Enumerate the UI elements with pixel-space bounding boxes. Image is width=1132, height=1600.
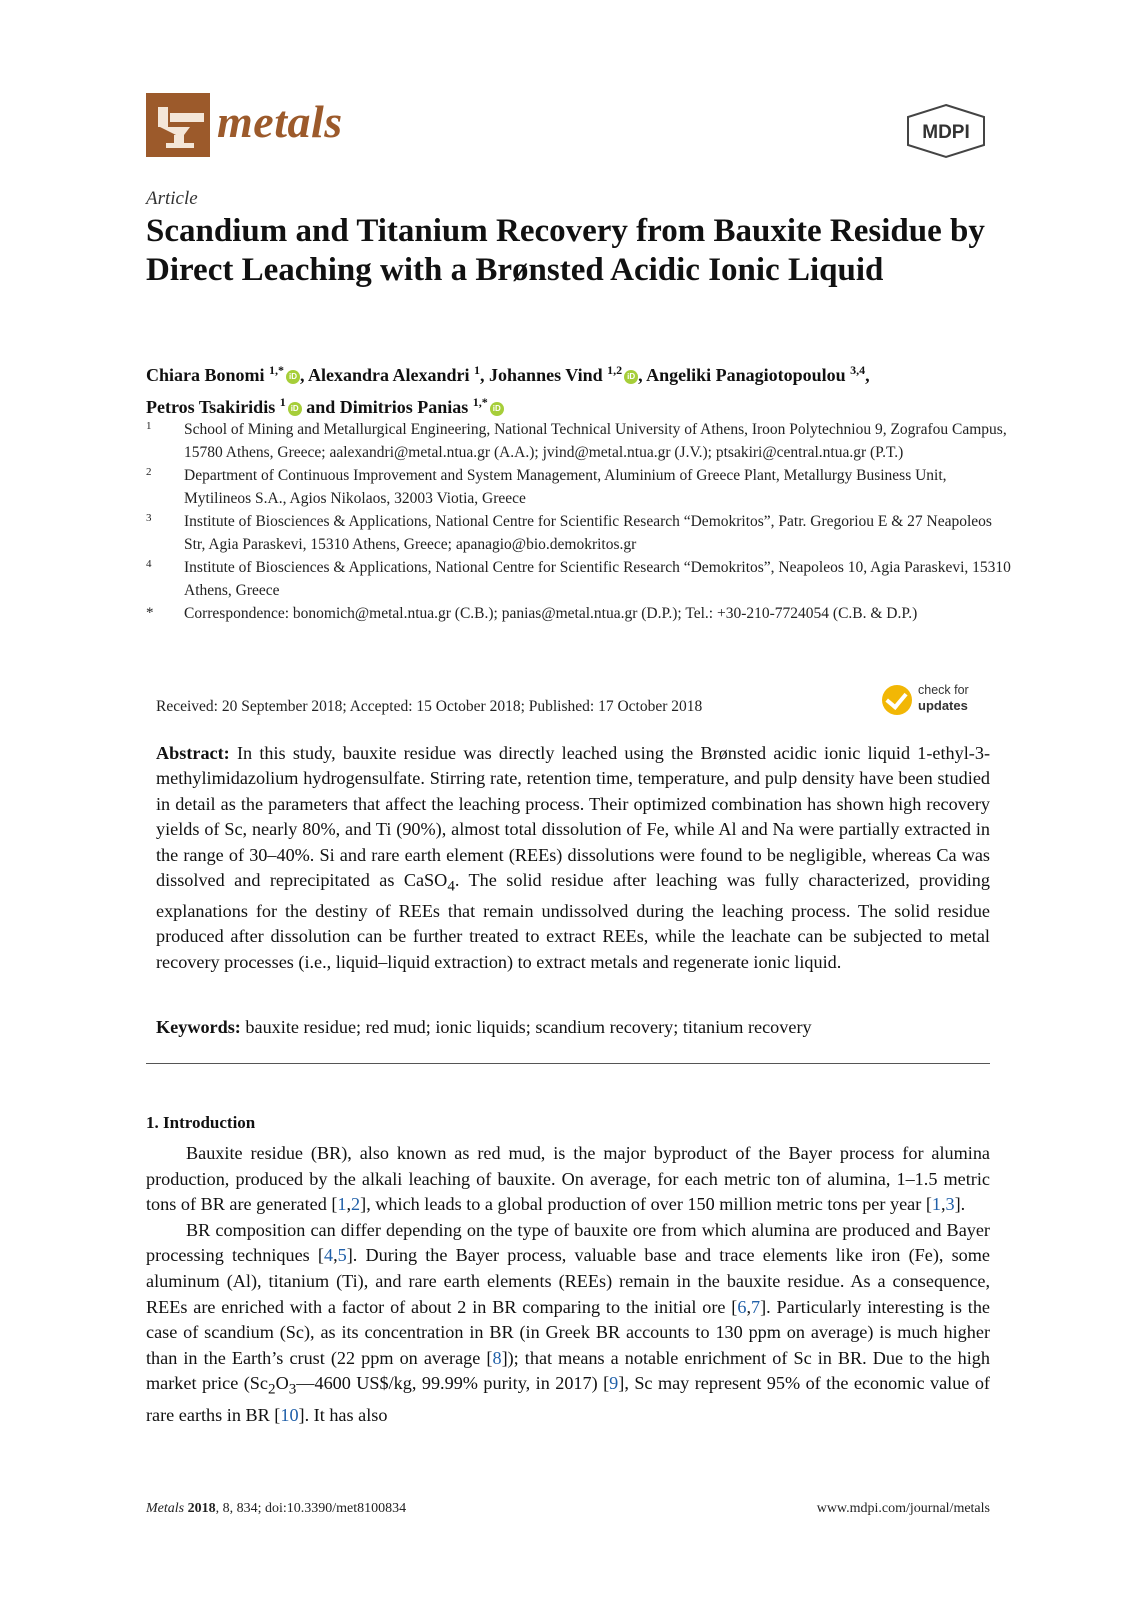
author-affiliation-marker: 1 [474, 363, 481, 377]
author-list: Chiara Bonomi $^{1,*}$ iD , Alexandra Alexandri $^1$, Johannes Vind $^{1,2}$ iD , Angeliki Panagiotopoulou $^{3,4}$, Petros Tsakiridis $^1$ iD and Dimitrios Panias $^{1,*}$ iD [146, 363, 870, 417]
paper-title: Scandium and Titanium Recovery from Bauxite Residue by Direct Leaching with a Brønsted Acidic Ionic Liquid [146, 213, 985, 288]
correspondence-item [146, 602, 1016, 625]
affiliation-number: 3 [146, 512, 152, 524]
footer-citation [146, 1501, 406, 1517]
mdpi-logo [905, 103, 987, 159]
text-run: , [346, 1194, 352, 1215]
affiliation-item [146, 418, 1016, 464]
affiliation-list [146, 418, 1016, 625]
orcid-icon[interactable]: iD [490, 402, 504, 416]
publication-dates: Received: 20 September 2018; Accepted: 15 October 2018; Published: 17 October 2018 [156, 698, 703, 715]
text-run: BR composition can differ depending on the type of bauxite ore from which alumina are produced and Bayer processing techniques [ [146, 1219, 990, 1266]
footer-url[interactable]: www.mdpi.com/journal/metals [816, 1501, 990, 1516]
abstract-label: Abstract: [156, 743, 230, 763]
check-circle-icon [882, 685, 912, 715]
text-run: Bauxite residue (BR), also known as red mud, is the major byproduct of the Bayer process for alumina production, produced by the alkali leaching of bauxite. On average, for each metric ton of alumina, 1–1.5 metric tons of BR are generated [ [146, 1143, 990, 1215]
journal-name: metals [217, 96, 343, 147]
section-heading: 1. Introduction [146, 1113, 256, 1132]
text-run: —4600 US$/kg, 99.99% purity, in 2017) [ [296, 1373, 610, 1394]
check-for-updates-badge[interactable] [882, 683, 992, 717]
citation-link[interactable]: 4 [324, 1245, 334, 1266]
affiliation-number: 2 [146, 466, 152, 478]
text-run: , [333, 1245, 338, 1266]
check-for-updates-line2: updates [918, 698, 968, 713]
author-name: Johannes Vind [489, 365, 603, 385]
footer-volume-doi: , 8, 834; doi:10.3390/met8100834 [215, 1501, 407, 1516]
affiliation-text: Institute of Biosciences & Applications, National Centre for Scientific Research “Demokritos”, Patr. Gregoriou E & 27 Neapoleos Str, Agia Paraskevi, 15310 Athens, Greece; apanagio@bio.demokritos.gr [184, 513, 992, 553]
footer-year: 2018 [187, 1501, 216, 1516]
paragraph [146, 1218, 990, 1428]
citation-link[interactable]: 3 [945, 1194, 955, 1215]
footer-journal: Metals [146, 1501, 185, 1516]
orcid-icon[interactable]: iD [624, 370, 638, 384]
citation-link[interactable]: 10 [280, 1404, 299, 1425]
abstract-text: . The solid residue after leaching was fully characterized, providing explanations for the destiny of REEs that remain undissolved during the leaching process. The solid residue produced after dissolution can be further treated to extract REEs, while the leachate can be subjected to metal recovery processes (i.e., liquid–liquid extraction) to extract metals and regenerate ionic liquid. [156, 870, 990, 972]
affiliation-item [146, 556, 1016, 602]
author-affiliation-marker: 1,* [472, 395, 488, 409]
article-type: Article [146, 188, 198, 209]
affiliation-number: 1 [146, 420, 152, 432]
citation-link[interactable]: 1 [931, 1194, 941, 1215]
author-name: Petros Tsakiridis [146, 397, 276, 417]
author-affiliation-marker: 1 [279, 395, 286, 409]
text-run: ]. During the Bayer process, valuable base and trace elements like iron (Fe), some aluminum (Al), titanium (Ti), and rare earth elements (REEs) remain in the bauxite residue. As a consequence, REEs are enriched with a factor of about 2 in BR comparing to the initial ore [ [146, 1245, 990, 1317]
author-affiliation-marker: 1,* [269, 363, 285, 377]
author-name: Alexandra Alexandri [308, 365, 470, 385]
author-name: Dimitrios Panias [339, 397, 469, 417]
abstract-text: In this study, bauxite residue was directly leached using the Brønsted acidic ionic liquid 1-ethyl-3-methylimidazolium hydrogensulfate. Stirring rate, retention time, temperature, and pulp density have been studied in detail as the parameters that affect the leaching process. Their optimized combination has shown high recovery yields of Sc, nearly 80%, and Ti (90%), almost total dissolution of Fe, while Al and Na were partially extracted in the range of 30–40%. Si and rare earth element (REEs) dissolutions were found to be negligible, whereas Ca was dissolved and reprecipitated as CaSO [156, 743, 990, 891]
text-run: , [940, 1194, 946, 1215]
author-affiliation-marker: 1,2 [607, 363, 623, 377]
keywords [156, 1017, 990, 1038]
abstract-subscript: 4 [447, 877, 455, 895]
subscript: 3 [288, 1380, 297, 1398]
affiliation-text: Institute of Biosciences & Applications, National Centre for Scientific Research “Demokritos”, Neapoleos 10, Agia Paraskevi, 15310 Athens, Greece [184, 559, 1011, 599]
correspondence-marker: * [146, 605, 154, 621]
citation-link[interactable]: 9 [609, 1373, 619, 1394]
keywords-text: bauxite residue; red mud; ionic liquids; scandium recovery; titanium recovery [240, 1017, 812, 1037]
abstract [156, 741, 990, 975]
publisher-name: MDPI [922, 122, 970, 143]
text-run: ]. Particularly interesting is the case of scandium (Sc), as its concentration in BR (in Greek BR accounts to 130 ppm on average) is much higher than in the Earth’s crust (22 ppm on average [ [146, 1296, 990, 1368]
text-run: , [746, 1296, 751, 1317]
text-run: ]. It has also [298, 1404, 388, 1425]
introduction-body [146, 1141, 990, 1428]
author-name: Chiara Bonomi [146, 365, 265, 385]
mdpi-hexagon-icon [905, 103, 987, 159]
author-name: Angeliki Panagiotopoulou [646, 365, 846, 385]
journal-logo-icon [146, 93, 210, 157]
citation-link[interactable]: 1 [337, 1194, 347, 1215]
author-conjunction: and [306, 397, 336, 417]
paragraph [146, 1141, 990, 1218]
author-affiliation-marker: 3,4 [850, 363, 866, 377]
citation-link[interactable]: 5 [337, 1245, 347, 1266]
affiliation-text: School of Mining and Metallurgical Engineering, National Technical University of Athens, Iroon Polytechniou 9, Zografou Campus, 15780 Athens, Greece; aalexandri@metal.ntua.gr (A.A.); jvind@metal.ntua.gr (J.V.); ptsakiri@central.ntua.gr (P.T.) [184, 421, 1007, 461]
orcid-icon[interactable]: iD [288, 402, 302, 416]
citation-link[interactable]: 8 [492, 1347, 502, 1368]
citation-link[interactable]: 6 [737, 1296, 747, 1317]
section-divider [146, 1063, 990, 1064]
affiliation-text: Department of Continuous Improvement and System Management, Aluminium of Greece Plant, Metallurgy Business Unit, Mytilineos S.A., Agios Nikolaos, 32003 Viotia, Greece [184, 467, 947, 507]
text-run: O [275, 1373, 289, 1394]
orcid-icon[interactable]: iD [286, 370, 300, 384]
citation-link[interactable]: 7 [750, 1296, 761, 1317]
check-for-updates-line1: check for [918, 683, 969, 697]
citation-link[interactable]: 2 [351, 1194, 361, 1215]
text-run: ], Sc may represent 95% of the economic value of rare earths in BR [ [146, 1373, 990, 1425]
subscript: 2 [267, 1380, 276, 1398]
correspondence-text: Correspondence: bonomich@metal.ntua.gr (C.B.); panias@metal.ntua.gr (D.P.); Tel.: +30-210-7724054 (C.B. & D.P.) [184, 605, 918, 622]
text-run: ]); that means a notable enrichment of Sc in BR. Due to the high market price (Sc [146, 1347, 990, 1394]
text-run: ]. [954, 1194, 966, 1215]
affiliation-number: 4 [146, 558, 152, 570]
affiliation-item [146, 464, 1016, 510]
affiliation-item [146, 510, 1016, 556]
text-run: ], which leads to a global production of over 150 million metric tons per year [ [360, 1194, 932, 1215]
keywords-label: Keywords: [156, 1017, 241, 1037]
